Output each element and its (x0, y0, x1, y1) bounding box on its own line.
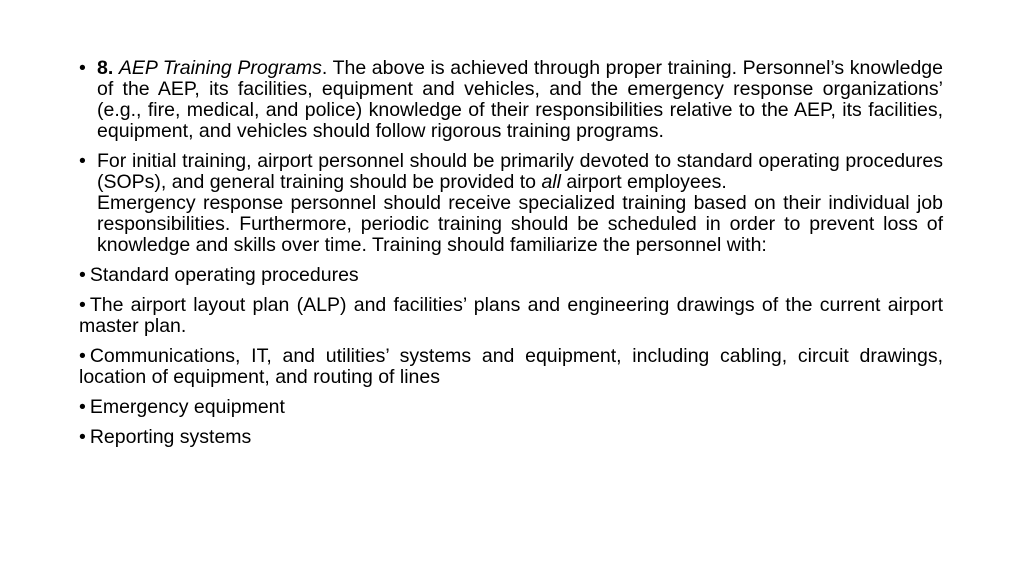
list-item-text: Standard operating procedures (89, 264, 359, 286)
list-item (79, 427, 943, 448)
list-item-text: Reporting systems (89, 426, 252, 448)
bullet-icon: • (79, 57, 86, 79)
list-item-text: Emergency equipment (89, 396, 285, 418)
section-title: AEP Training Programs (118, 57, 322, 79)
bullet-icon: • (79, 396, 86, 418)
emphasis-text: all (541, 171, 561, 193)
slide-content (79, 58, 943, 457)
paragraph-text: . The above is achieved through proper training. Personnel’s knowledge of the AEP, its facilities, equipment and vehicles, and the emergency response organizations’ (e.g., fire, medical, and police) knowledge of their responsibilities relative to the AEP, its facilities, equipment, and vehicles should follow rigorous training programs. (97, 57, 943, 142)
list-item (79, 265, 943, 286)
list-item-text: The airport layout plan (ALP) and facilities’ plans and engineering drawings of the current airport master plan. (79, 294, 943, 337)
bullet-icon: • (79, 264, 86, 286)
list-item (79, 295, 943, 337)
bullet-icon: • (79, 426, 86, 448)
bullet-icon: • (79, 294, 86, 316)
bullet-icon: • (79, 150, 86, 172)
paragraph-training-programs (79, 58, 943, 142)
bullet-icon: • (79, 345, 86, 367)
paragraph-text: airport employees. (560, 171, 727, 193)
paragraph-text: For initial training, airport personnel should be primarily devoted to standard operating procedures (SOPs), and general training should be provided to (97, 150, 943, 193)
section-number: 8. (97, 57, 114, 79)
list-item (79, 397, 943, 418)
paragraph-text-second: Emergency response personnel should receive specialized training based on their individual job responsibilities. Furthermore, periodic training should be scheduled in order to prevent loss of knowledge and skills over time. Training should familiarize the personnel with: (97, 192, 943, 256)
list-item-text: Communications, IT, and utilities’ systems and equipment, including cabling, circuit drawings, location of equipment, and routing of lines (79, 345, 943, 388)
paragraph-initial-training (79, 151, 943, 256)
list-item (79, 346, 943, 388)
